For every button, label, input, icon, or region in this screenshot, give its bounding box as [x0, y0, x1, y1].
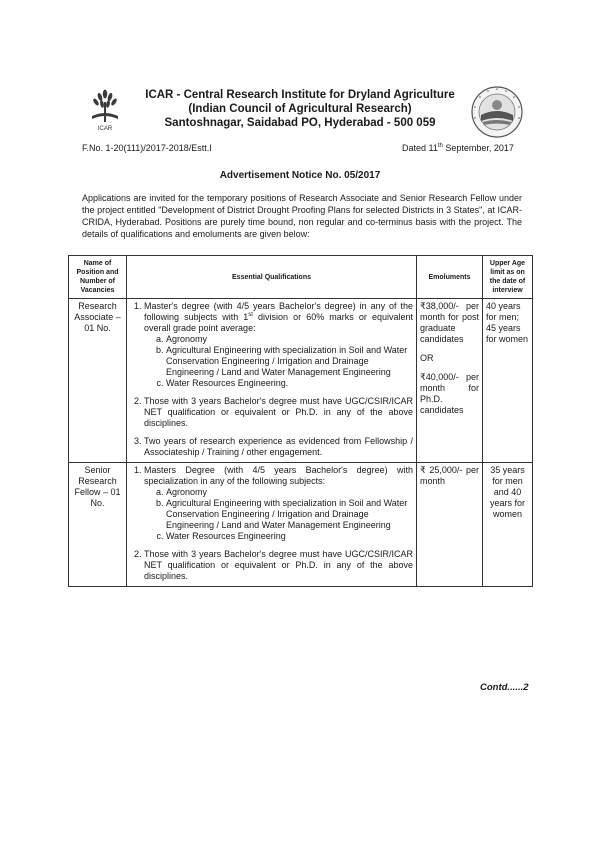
table-header-row	[69, 256, 533, 299]
header-age-limit: Upper Age limit as on the date of interview	[483, 256, 533, 299]
position-senior-research-fellow: Senior Research Fellow – 01 No.	[69, 463, 127, 587]
table-row	[69, 463, 533, 587]
subject-item: c. Water Resources Engineering.	[166, 378, 413, 389]
subject-item: c. Water Resources Engineering	[166, 531, 413, 542]
institute-address: Santoshnagar, Saidabad PO, Hyderabad - 500 059	[164, 117, 436, 129]
table-row	[69, 299, 533, 463]
qualifications-table	[68, 255, 533, 587]
parent-council: (Indian Council of Agricultural Research)	[188, 103, 412, 115]
icar-logo-caption: ICAR	[97, 126, 113, 132]
qualification-item: 2. Those with 3 years Bachelor's degree must have UGC/CSIR/ICAR NET qualification or equivalent or Ph.D. in any of the above disciplines.	[144, 549, 413, 582]
subject-item: b. Agricultural Engineering with specialization in Soil and Water Conservation Engineering / Irrigation and Drainage Engineering / Land and Water Management Engineering	[166, 498, 413, 531]
header-position: Name of Position and Number of Vacancies	[69, 256, 127, 299]
qualification-item: 3. Two years of research experience as evidenced from Fellowship / Associateship / Training / other engagement.	[144, 436, 413, 458]
notice-title: Advertisement Notice No. 05/2017	[219, 170, 381, 181]
qualification-item: 1. Masters Degree (with 4/5 years Bachelor's degree) with specialization in any of the following subjects: a. Agronomy b. Agricultural Engineering with specialization in Soil and Water Conservation Engineering / Irrigation and Drainage Engineering / Land and Water Management Engineering c. Water Resources Engineering	[144, 465, 413, 542]
qualifications-research-associate	[127, 299, 417, 463]
institute-header	[140, 88, 460, 130]
subject-item: a. Agronomy	[166, 487, 413, 498]
emoluments-research-associate: ₹38,000/- per month for post graduate candidates OR ₹40,000/- per month for Ph.D. candidates	[417, 299, 483, 463]
position-research-associate: Research Associate – 01 No.	[69, 299, 127, 463]
wheat-emblem-icon	[82, 86, 128, 126]
age-limit-senior-research-fellow: 35 years for men and 40 years for women	[483, 463, 533, 587]
subject-item: a. Agronomy	[166, 334, 413, 345]
institute-name: ICAR - Central Research Institute for Dryland Agriculture	[145, 89, 455, 101]
continued-note: Contd......2	[480, 682, 529, 693]
emoluments-senior-research-fellow: ₹ 25,000/- per month	[417, 463, 483, 587]
intro-paragraph: Applications are invited for the temporary positions of Research Associate and Senior Research Fellow under the project entitled "Development of District Drought Proofing Plans for selected Districts in 3 States", at ICAR-CRIDA, Hyderabad. Positions are purely time bound, non regular and co-terminus basis with the project. The details of qualifications and emoluments are given below:	[82, 193, 522, 239]
crida-seal-icon	[470, 85, 524, 139]
header-qualifications: Essential Qualifications	[127, 256, 417, 299]
icar-logo	[82, 86, 128, 138]
file-number: F.No. 1-20(111)/2017-2018/Estt.I	[82, 143, 212, 153]
subject-item: b. Agricultural Engineering with specialization in Soil and Water Conservation Engineering / Irrigation and Drainage Engineering / Land and Water Management Engineering	[166, 345, 413, 378]
crida-logo	[470, 85, 524, 139]
qualifications-senior-research-fellow	[127, 463, 417, 587]
notice-date: Dated 11th September, 2017	[402, 143, 514, 153]
qualification-item: 1. Master's degree (with 4/5 years Bachelor's degree) in any of the following subjects with 1st division or 60% marks or equivalent overall grade point average: a. Agronomy b. Agricultural Engineering with specialization in Soil and Water Conservation Engineering / Irrigation and Drainage Engineering / Land and Water Management Engineering c. Water Resources Engineering.	[144, 301, 413, 389]
qualification-item: 2. Those with 3 years Bachelor's degree must have UGC/CSIR/ICAR NET qualification or equivalent or Ph.D. in any of the above disciplines.	[144, 396, 413, 429]
header-emoluments: Emoluments	[417, 256, 483, 299]
age-limit-research-associate: 40 years for men; 45 years for women	[483, 299, 533, 463]
